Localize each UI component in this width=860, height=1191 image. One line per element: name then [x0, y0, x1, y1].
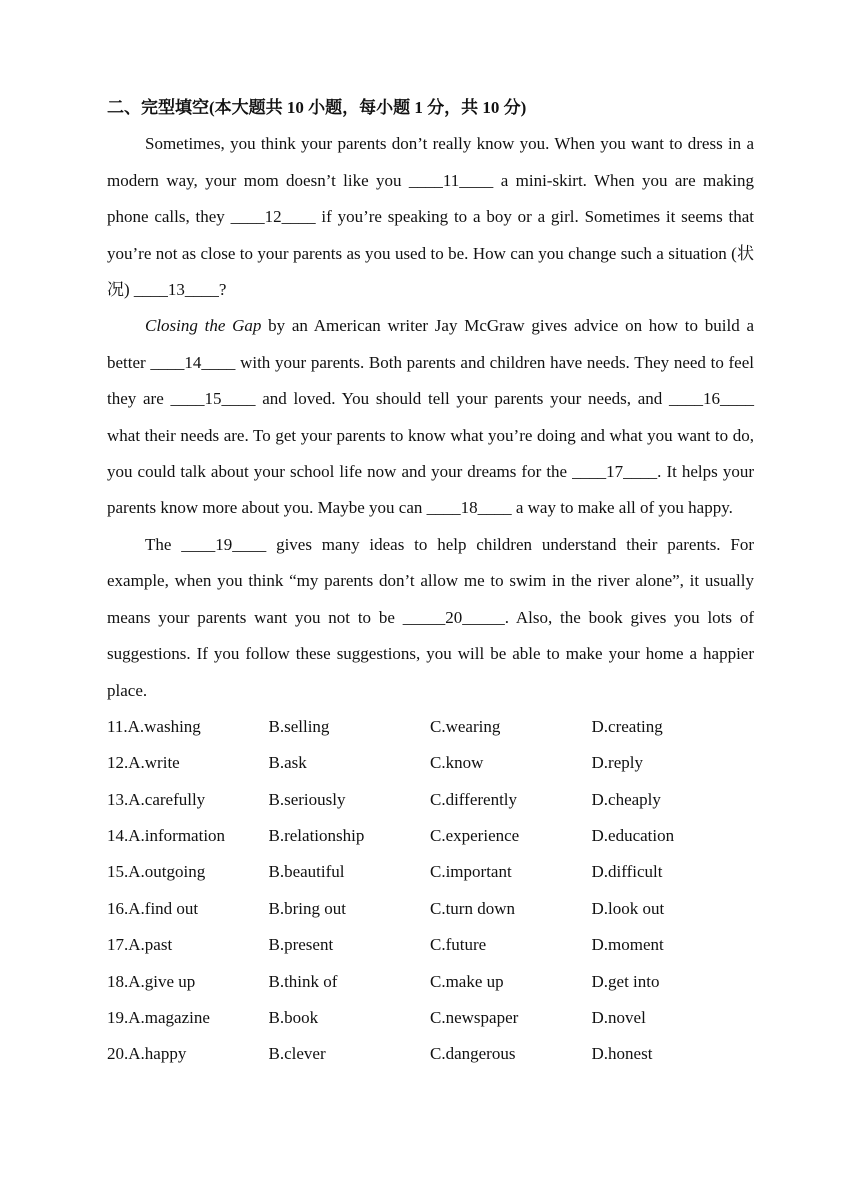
question-row-17 — [107, 927, 754, 963]
option-d: D.look out — [591, 898, 665, 918]
option-c: C.future — [430, 935, 487, 955]
option-a: 13.A.carefully — [107, 789, 206, 809]
option-c: C.experience — [430, 826, 520, 846]
option-a: 18.A.give up — [107, 971, 196, 991]
question-row-20 — [107, 1036, 754, 1072]
option-c: C.make up — [430, 971, 504, 991]
option-a: 17.A.past — [107, 935, 173, 955]
option-d: D.moment — [591, 935, 664, 955]
option-d: D.creating — [591, 716, 663, 736]
option-b: B.bring out — [268, 898, 346, 918]
option-c: C.know — [430, 753, 484, 773]
option-c: C.wearing — [430, 716, 501, 736]
option-b: B.relationship — [268, 826, 365, 846]
question-row-11 — [107, 709, 754, 745]
question-options — [107, 709, 754, 1073]
option-b: B.clever — [268, 1044, 326, 1064]
option-a: 11.A.washing — [107, 716, 201, 736]
option-b: B.ask — [268, 753, 307, 773]
option-d: D.get into — [591, 971, 660, 991]
option-c: C.turn down — [430, 898, 515, 918]
question-row-18 — [107, 964, 754, 1000]
passage-paragraph-1: Sometimes, you think your parents don’t really know you. When you want to dress in a modern way, your mom doesn’t like you ____11____ a mini-skirt. When you are making phone calls, they ____12____ if you’re speaking to a boy or a girl. Sometimes it seems that you’re not as close to your parents as you used to be. How can you change such a situation (状况) ____13____? — [107, 134, 754, 300]
option-b: B.selling — [268, 716, 330, 736]
option-c: C.differently — [430, 789, 518, 809]
option-a: 16.A.find out — [107, 898, 199, 918]
question-row-14 — [107, 818, 754, 854]
option-d: D.cheaply — [591, 789, 661, 809]
question-row-13 — [107, 782, 754, 818]
option-d: D.education — [591, 826, 675, 846]
question-row-15 — [107, 854, 754, 890]
option-a: 14.A.information — [107, 826, 226, 846]
option-b: B.beautiful — [268, 862, 345, 882]
section-heading: 二、完型填空(本大题共 10 小题，每小题 1 分，共 10 分) — [107, 98, 527, 117]
option-a: 15.A.outgoing — [107, 862, 206, 882]
option-b: B.seriously — [268, 789, 346, 809]
option-c: C.important — [430, 862, 512, 882]
option-d: D.novel — [591, 1008, 646, 1028]
option-a: 19.A.magazine — [107, 1008, 210, 1028]
option-d: D.difficult — [591, 862, 663, 882]
option-d: D.honest — [591, 1044, 653, 1064]
passage-paragraph-2 — [107, 308, 754, 526]
question-row-16 — [107, 891, 754, 927]
option-d: D.reply — [591, 753, 643, 773]
option-c: C.dangerous — [430, 1044, 516, 1064]
question-row-12 — [107, 745, 754, 781]
book-title: Closing the Gap — [145, 316, 262, 336]
option-a: 20.A.happy — [107, 1044, 187, 1064]
option-b: B.present — [268, 935, 334, 955]
document-content — [107, 90, 754, 1073]
option-b: B.book — [268, 1008, 319, 1028]
passage-paragraph-3: The ____19____ gives many ideas to help children understand their parents. For example, when you think “my parents don’t allow me to swim in the river alone”, it usually means your parents want you not to be _____20_____. Also, the book gives you lots of suggestions. If you follow these suggestions, you will be able to make your home a happier place. — [107, 534, 754, 700]
option-c: C.newspaper — [430, 1008, 519, 1028]
passage-paragraph-2-text: by an American writer Jay McGraw gives advice on how to build a better ____14____ with your parents. Both parents and children have needs. They need to feel they are ____15____ and loved. You should tell your parents your needs, and ____16____ what their needs are. To get your parents to know what you’re doing and what you want to do, you could talk about your school life now and your dreams for the ____17____. It helps your parents know more about you. Maybe you can ____18____ a way to make all of you happy. — [107, 316, 754, 518]
option-a: 12.A.write — [107, 753, 180, 773]
option-b: B.think of — [268, 971, 338, 991]
question-row-19 — [107, 1000, 754, 1036]
